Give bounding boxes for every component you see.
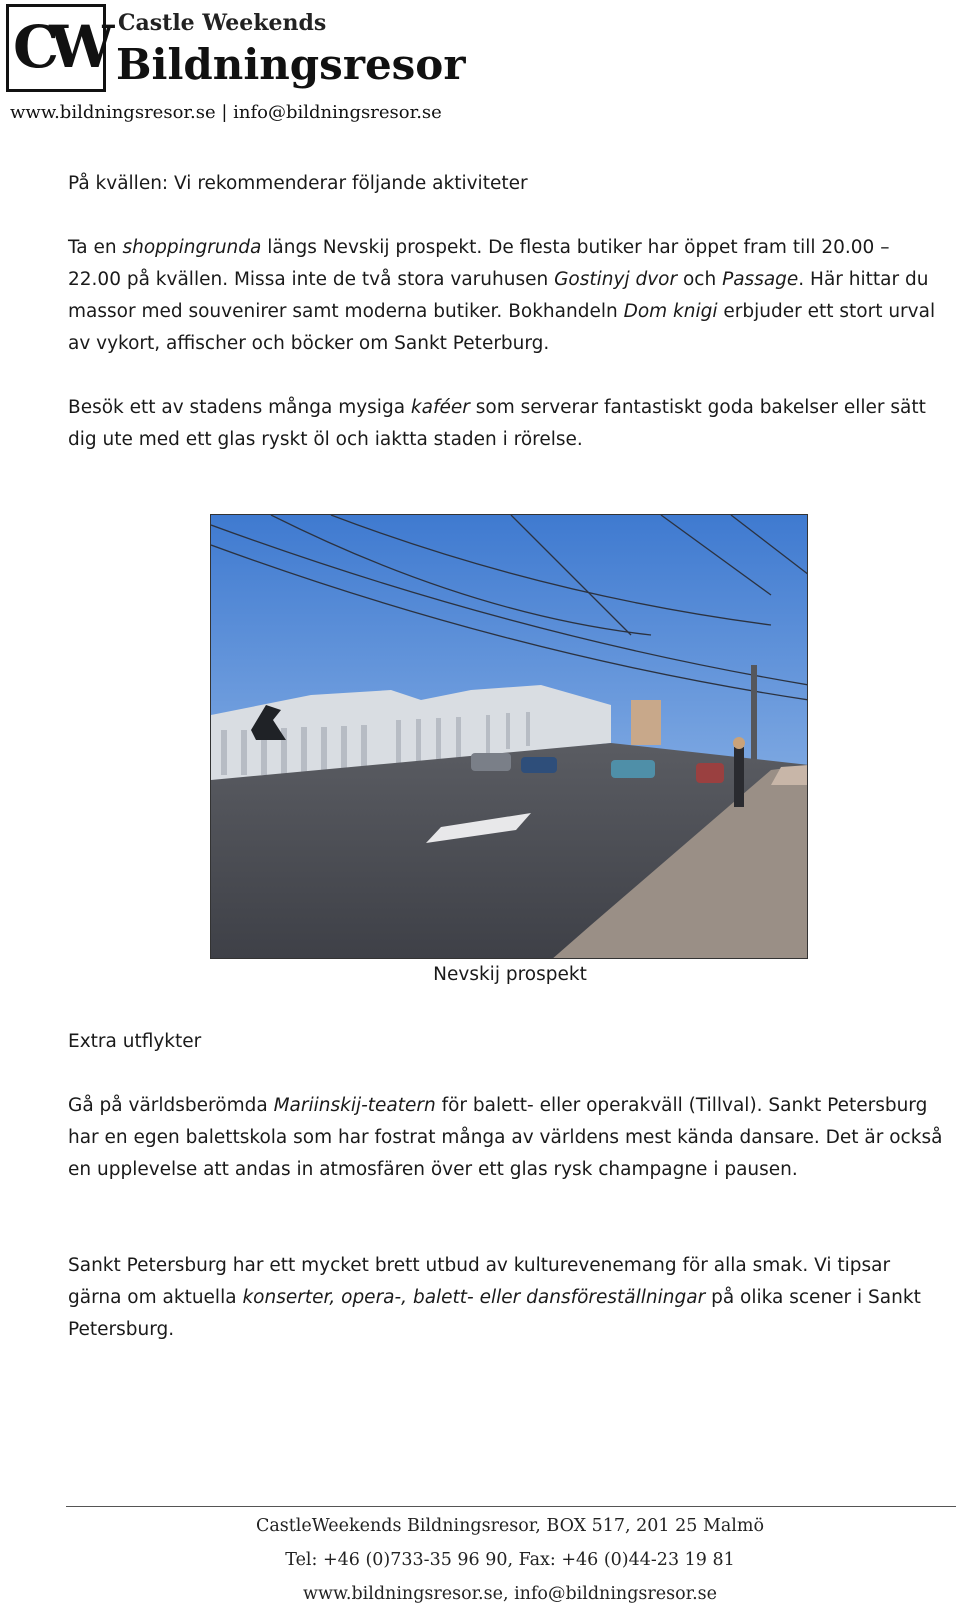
shopping-paragraph: [68, 232, 948, 360]
brand-big: Bildningsresor: [116, 40, 466, 89]
text-emphasis: kaféer: [410, 397, 470, 418]
text-run: på olika scener i Sankt Petersburg.: [68, 1287, 921, 1340]
text-run: . Här hittar du massor med souvenirer samt moderna butiker. Bokhandeln: [68, 269, 929, 322]
evening-heading-text: Vi rekommenderar följande aktiviteter: [168, 173, 528, 194]
monogram-letters: CW: [13, 13, 105, 81]
text-emphasis: Mariinskij-teatern: [273, 1095, 436, 1116]
pedestrian-head: [733, 737, 745, 749]
text-emphasis: shoppingrunda: [122, 237, 262, 258]
cw-monogram: [6, 4, 106, 92]
photo-caption: Nevskij prospekt: [433, 964, 587, 985]
street-photo-image: [211, 515, 808, 959]
cafe-paragraph: [68, 392, 948, 456]
brand-small: Castle Weekends: [118, 10, 327, 36]
evening-heading: [68, 168, 948, 200]
extra-heading: [68, 1026, 948, 1058]
text-run: för balett- eller operakväll (Tillval). Sankt Petersburg har en egen balettskola som har fostrat många av världens mest kända dansare. Det är också en upplevelse att andas in atmosfären över ett glas rysk champagne i pausen.: [68, 1095, 943, 1180]
text-run: som serverar fantastiskt goda bakelser eller sätt dig ute med ett glas ryskt öl och iaktta staden i rörelse.: [68, 397, 926, 450]
text-run: erbjuder ett stort urval av vykort, affischer och böcker om Sankt Peterburg.: [68, 301, 936, 354]
theatre-paragraph: [68, 1090, 948, 1186]
text-emphasis: Passage: [722, 269, 799, 290]
text-emphasis: Gostinyj dvor: [554, 269, 678, 290]
header-contact: www.bildningsresor.se | info@bildningsresor.se: [10, 102, 442, 123]
footer-web: www.bildningsresor.se, info@bildningsresor.se: [303, 1584, 717, 1604]
text-emphasis: Dom knigi: [623, 301, 718, 322]
street-photo: [210, 514, 808, 959]
pedestrian: [734, 747, 744, 807]
culture-paragraph: [68, 1250, 948, 1346]
text-emphasis: konserter, opera-, balett- eller dansföreställningar: [242, 1287, 706, 1308]
footer-phone: Tel: +46 (0)733-35 96 90, Fax: +46 (0)44-23 19 81: [285, 1550, 735, 1570]
extra-heading-text: Extra utflykter: [68, 1031, 202, 1052]
distant-building: [631, 700, 661, 745]
pole: [751, 665, 757, 765]
text-run: och: [677, 269, 723, 290]
evening-heading-label: På kvällen:: [68, 173, 169, 194]
footer-divider: [66, 1506, 956, 1507]
footer-address: CastleWeekends Bildningsresor, BOX 517, 201 25 Malmö: [255, 1516, 765, 1536]
text-run: Sankt Petersburg har ett mycket brett utbud av kulturevenemang för alla smak. Vi tipsar gärna om aktuella: [68, 1255, 891, 1308]
text-run: Besök ett av stadens många mysiga: [68, 397, 411, 418]
text-run: Gå på världsberömda: [68, 1095, 274, 1116]
evening-section: [68, 168, 948, 200]
company-logo: [6, 4, 466, 126]
text-run: längs Nevskij prospekt. De flesta butiker har öppet fram till 20.00 – 22.00 på kvällen. Missa inte de två stora varuhusen: [68, 237, 890, 290]
text-run: Ta en: [68, 237, 123, 258]
